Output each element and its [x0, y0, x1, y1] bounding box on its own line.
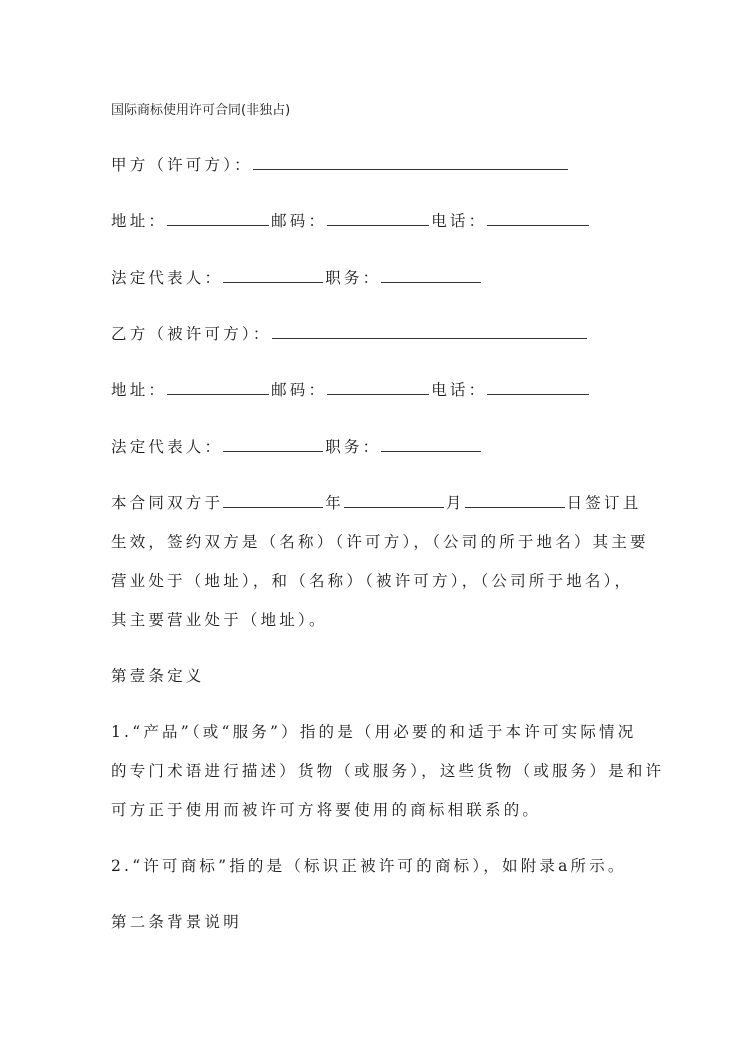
preamble-date-row: [111, 493, 641, 513]
party-a-contact-row: [111, 211, 591, 231]
party-b-phone-field[interactable]: [487, 380, 589, 395]
party-b-contact-row: [111, 380, 591, 400]
party-b-rep-row: [111, 437, 483, 457]
party-b-address-field[interactable]: [167, 380, 269, 395]
preamble-prefix: 本合同双方于: [111, 494, 224, 512]
party-b-postcode-label: 邮码：: [271, 381, 328, 399]
clause-1-line: 可方正于使用而被许可方将要使用的商标相联系的。: [111, 801, 542, 819]
party-a-label: 甲方（许可方）：: [111, 156, 253, 174]
party-a-phone-field[interactable]: [487, 211, 589, 226]
party-a-name-field[interactable]: [253, 155, 568, 170]
clause-1-line: 的专门术语进行描述）货物（或服务），这些货物（或服务）是和许: [111, 762, 665, 780]
year-label: 年: [325, 494, 344, 512]
day-field[interactable]: [465, 493, 565, 508]
party-b-rep-field[interactable]: [223, 437, 323, 452]
party-b-rep-label: 法定代表人：: [111, 438, 224, 456]
party-a-position-label: 职务：: [325, 269, 382, 287]
party-a-position-field[interactable]: [381, 268, 481, 283]
clause-1-line: 1.“产品”（或“服务”）指的是（用必要的和适于本许可实际情况: [111, 723, 637, 741]
party-b-phone-label: 电话：: [431, 381, 488, 399]
party-b-label: 乙方（被许可方）：: [111, 325, 272, 343]
party-a-address-field[interactable]: [167, 211, 269, 226]
article-1-heading: 第壹条定义: [111, 667, 205, 685]
month-field[interactable]: [344, 493, 444, 508]
article-2-heading: 第二条背景说明: [111, 913, 242, 931]
preamble-line: 生效，签约双方是（名称）（许可方），（公司的所于地名）其主要: [111, 533, 649, 551]
party-a-row: [111, 155, 570, 175]
month-label: 月: [445, 494, 465, 512]
party-a-rep-field[interactable]: [223, 268, 323, 283]
party-b-position-label: 职务：: [325, 438, 382, 456]
document-title: 国际商标使用许可合同(非独占): [111, 103, 291, 118]
party-b-position-field[interactable]: [381, 437, 481, 452]
party-b-name-field[interactable]: [272, 324, 587, 339]
clause-2: 2.“许可商标”指的是（标识正被许可的商标），如附录a所示。: [111, 857, 627, 875]
day-suffix: 日签订且: [566, 494, 642, 512]
party-a-postcode-label: 邮码：: [271, 212, 328, 230]
party-a-rep-row: [111, 268, 483, 288]
party-a-rep-label: 法定代表人：: [111, 269, 224, 287]
year-field[interactable]: [223, 493, 323, 508]
preamble-line: 营业处于（地址），和（名称）（被许可方），（公司所于地名），: [111, 572, 634, 590]
preamble-line: 其主要营业处于（地址）。: [111, 611, 328, 629]
party-a-phone-label: 电话：: [431, 212, 488, 230]
party-a-postcode-field[interactable]: [327, 211, 429, 226]
party-b-postcode-field[interactable]: [327, 380, 429, 395]
party-b-address-label: 地址：: [111, 381, 168, 399]
party-a-address-label: 地址：: [111, 212, 168, 230]
party-b-row: [111, 324, 589, 344]
